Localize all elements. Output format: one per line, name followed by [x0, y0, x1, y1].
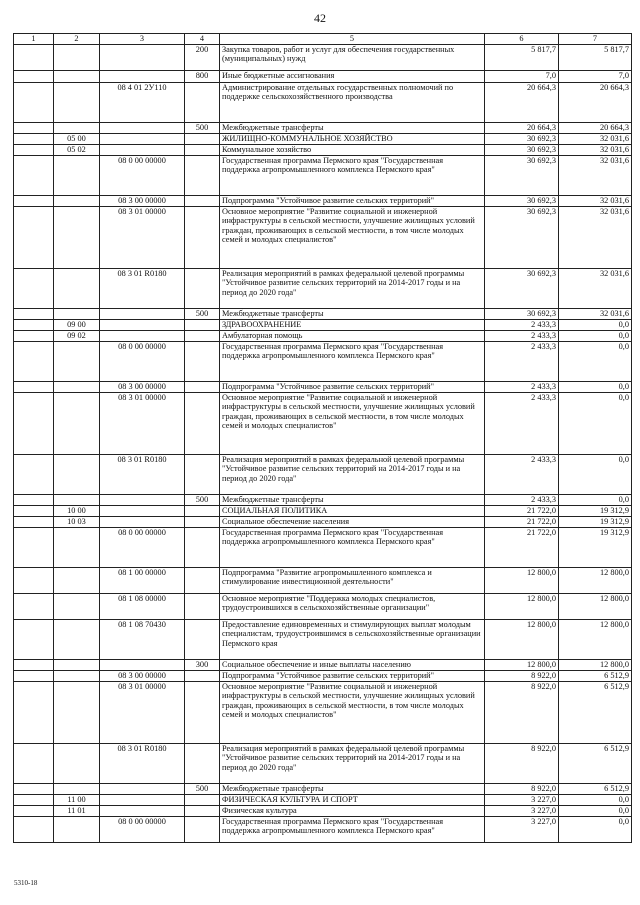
code-cell [14, 122, 54, 133]
table-row [14, 341, 632, 381]
code-cell [14, 268, 54, 308]
amount-2019-cell: 0,0 [559, 341, 632, 381]
amount-2018-cell: 30 692,3 [485, 195, 559, 206]
target-article-cell: 08 3 01 R0180 [100, 268, 185, 308]
target-article-cell [100, 805, 185, 816]
amount-2019-cell: 7,0 [559, 70, 632, 82]
section-cell [54, 619, 100, 659]
description-cell: Основное мероприятие "Развитие социальной и инженерной инфраструктуры в сельской местности, улучшение жилищных условий граждан, проживающих в сельской местности, в том числе молодых семей и молодых специалистов" [220, 392, 485, 454]
code-cell [14, 567, 54, 593]
expense-type-cell [185, 619, 220, 659]
table-row [14, 122, 632, 133]
target-article-cell [100, 44, 185, 70]
amount-2019-cell: 19 312,9 [559, 516, 632, 527]
section-cell [54, 816, 100, 842]
table-row [14, 670, 632, 681]
section-cell [54, 593, 100, 619]
code-cell [14, 805, 54, 816]
table-row [14, 70, 632, 82]
target-article-cell: 08 3 00 00000 [100, 670, 185, 681]
description-cell: Основное мероприятие "Развитие социальной и инженерной инфраструктуры в сельской местности, улучшение жилищных условий граждан, проживающих в сельской местности, в том числе молодых семей и молодых специалистов" [220, 681, 485, 743]
expense-type-cell [185, 144, 220, 155]
expense-type-cell [185, 330, 220, 341]
expense-type-cell [185, 670, 220, 681]
amount-2018-cell: 21 722,0 [485, 505, 559, 516]
table-row [14, 454, 632, 494]
target-article-cell: 08 0 00 00000 [100, 341, 185, 381]
expense-type-cell: 300 [185, 659, 220, 670]
table-row [14, 659, 632, 670]
expense-type-cell [185, 816, 220, 842]
expense-type-cell [185, 82, 220, 122]
table-row [14, 681, 632, 743]
table-row [14, 330, 632, 341]
target-article-cell: 08 3 01 R0180 [100, 454, 185, 494]
description-cell: Закупка товаров, работ и услуг для обеспечения государственных (муниципальных) нужд [220, 44, 485, 70]
amount-2018-cell: 30 692,3 [485, 133, 559, 144]
description-cell: ЗДРАВООХРАНЕНИЕ [220, 319, 485, 330]
amount-2018-cell: 20 664,3 [485, 122, 559, 133]
amount-2019-cell: 6 512,9 [559, 783, 632, 794]
code-cell [14, 144, 54, 155]
amount-2018-cell: 21 722,0 [485, 527, 559, 567]
amount-2018-cell: 21 722,0 [485, 516, 559, 527]
table-row [14, 816, 632, 842]
target-article-cell: 08 0 00 00000 [100, 155, 185, 195]
target-article-cell: 08 1 00 00000 [100, 567, 185, 593]
code-cell [14, 330, 54, 341]
amount-2019-cell: 0,0 [559, 381, 632, 392]
table-row [14, 82, 632, 122]
amount-2018-cell: 20 664,3 [485, 82, 559, 122]
expense-type-cell [185, 681, 220, 743]
amount-2018-cell: 3 227,0 [485, 794, 559, 805]
amount-2019-cell: 0,0 [559, 794, 632, 805]
table-row [14, 783, 632, 794]
table-row [14, 308, 632, 319]
amount-2018-cell: 2 433,3 [485, 381, 559, 392]
column-header: 5 [220, 34, 485, 45]
section-cell [54, 743, 100, 783]
expense-type-cell [185, 319, 220, 330]
amount-2019-cell: 12 800,0 [559, 567, 632, 593]
amount-2019-cell: 32 031,6 [559, 308, 632, 319]
table-row [14, 144, 632, 155]
description-cell: Межбюджетные трансферты [220, 122, 485, 133]
description-cell: Социальное обеспечение населения [220, 516, 485, 527]
amount-2018-cell: 2 433,3 [485, 494, 559, 505]
amount-2018-cell: 3 227,0 [485, 816, 559, 842]
section-cell: 05 02 [54, 144, 100, 155]
amount-2018-cell: 7,0 [485, 70, 559, 82]
description-cell: Межбюджетные трансферты [220, 308, 485, 319]
target-article-cell: 08 0 00 00000 [100, 527, 185, 567]
expense-type-cell [185, 195, 220, 206]
amount-2018-cell: 3 227,0 [485, 805, 559, 816]
target-article-cell: 08 3 01 00000 [100, 392, 185, 454]
description-cell: Подпрограмма "Устойчивое развитие сельских территорий" [220, 670, 485, 681]
description-cell: Государственная программа Пермского края "Государственная поддержка агропромышленного комплекса Пермского края" [220, 816, 485, 842]
expense-type-cell [185, 794, 220, 805]
code-cell [14, 494, 54, 505]
section-cell [54, 670, 100, 681]
expense-type-cell [185, 516, 220, 527]
target-article-cell [100, 122, 185, 133]
code-cell [14, 794, 54, 805]
description-cell: ФИЗИЧЕСКАЯ КУЛЬТУРА И СПОРТ [220, 794, 485, 805]
target-article-cell [100, 308, 185, 319]
description-cell: Физическая культура [220, 805, 485, 816]
description-cell: Основное мероприятие "Развитие социальной и инженерной инфраструктуры в сельской местности, улучшение жилищных условий граждан, проживающих в сельской местности, в том числе молодых семей и молодых специалистов" [220, 206, 485, 268]
target-article-cell: 08 1 08 00000 [100, 593, 185, 619]
description-cell: Коммунальное хозяйство [220, 144, 485, 155]
expense-type-cell: 500 [185, 494, 220, 505]
amount-2018-cell: 2 433,3 [485, 392, 559, 454]
section-cell: 09 02 [54, 330, 100, 341]
section-cell: 05 00 [54, 133, 100, 144]
expense-type-cell [185, 381, 220, 392]
amount-2018-cell: 12 800,0 [485, 593, 559, 619]
target-article-cell: 08 3 01 R0180 [100, 743, 185, 783]
target-article-cell: 08 4 01 2У110 [100, 82, 185, 122]
amount-2018-cell: 8 922,0 [485, 681, 559, 743]
amount-2018-cell: 30 692,3 [485, 144, 559, 155]
section-cell: 10 03 [54, 516, 100, 527]
amount-2018-cell: 8 922,0 [485, 743, 559, 783]
target-article-cell [100, 133, 185, 144]
column-header: 6 [485, 34, 559, 45]
amount-2019-cell: 0,0 [559, 805, 632, 816]
section-cell [54, 195, 100, 206]
description-cell: Реализация мероприятий в рамках федеральной целевой программы "Устойчивое развитие сельских территорий на 2014-2017 годы и на период до 2020 года" [220, 743, 485, 783]
expense-type-cell [185, 155, 220, 195]
expense-type-cell [185, 392, 220, 454]
expense-type-cell: 200 [185, 44, 220, 70]
expense-type-cell: 500 [185, 308, 220, 319]
amount-2019-cell: 0,0 [559, 392, 632, 454]
code-cell [14, 133, 54, 144]
code-cell [14, 454, 54, 494]
amount-2018-cell: 8 922,0 [485, 670, 559, 681]
amount-2019-cell: 19 312,9 [559, 505, 632, 516]
amount-2019-cell: 32 031,6 [559, 155, 632, 195]
section-cell [54, 681, 100, 743]
description-cell: Администрирование отдельных государственных полномочий по поддержке сельскохозяйственного производства [220, 82, 485, 122]
section-cell [54, 268, 100, 308]
code-cell [14, 308, 54, 319]
amount-2019-cell: 6 512,9 [559, 743, 632, 783]
amount-2019-cell: 0,0 [559, 494, 632, 505]
table-row [14, 195, 632, 206]
code-cell [14, 681, 54, 743]
code-cell [14, 816, 54, 842]
table-row [14, 44, 632, 70]
code-cell [14, 619, 54, 659]
budget-table [13, 33, 632, 843]
section-cell [54, 494, 100, 505]
code-cell [14, 70, 54, 82]
code-cell [14, 659, 54, 670]
description-cell: ЖИЛИЩНО-КОММУНАЛЬНОЕ ХОЗЯЙСТВО [220, 133, 485, 144]
amount-2019-cell: 12 800,0 [559, 593, 632, 619]
amount-2018-cell: 2 433,3 [485, 319, 559, 330]
amount-2019-cell: 32 031,6 [559, 268, 632, 308]
section-cell [54, 341, 100, 381]
amount-2019-cell: 19 312,9 [559, 527, 632, 567]
code-cell [14, 670, 54, 681]
amount-2019-cell: 32 031,6 [559, 144, 632, 155]
amount-2019-cell: 12 800,0 [559, 659, 632, 670]
section-cell [54, 82, 100, 122]
table-row [14, 794, 632, 805]
section-cell [54, 783, 100, 794]
target-article-cell: 08 3 01 00000 [100, 206, 185, 268]
target-article-cell: 08 3 00 00000 [100, 381, 185, 392]
code-cell [14, 505, 54, 516]
document-code: 5310-18 [14, 879, 38, 887]
target-article-cell: 08 1 08 70430 [100, 619, 185, 659]
amount-2019-cell: 0,0 [559, 330, 632, 341]
table-row [14, 567, 632, 593]
code-cell [14, 381, 54, 392]
description-cell: Основное мероприятие "Поддержка молодых специалистов, трудоустроившихся в сельскохозяйственные организации" [220, 593, 485, 619]
amount-2019-cell: 12 800,0 [559, 619, 632, 659]
column-header: 1 [14, 34, 54, 45]
expense-type-cell [185, 505, 220, 516]
target-article-cell [100, 70, 185, 82]
section-cell [54, 206, 100, 268]
target-article-cell [100, 783, 185, 794]
description-cell: Государственная программа Пермского края "Государственная поддержка агропромышленного комплекса Пермского края" [220, 155, 485, 195]
expense-type-cell [185, 805, 220, 816]
table-header-row [14, 34, 632, 45]
amount-2018-cell: 30 692,3 [485, 155, 559, 195]
expense-type-cell [185, 268, 220, 308]
table-row [14, 319, 632, 330]
section-cell [54, 659, 100, 670]
table-row [14, 381, 632, 392]
description-cell: Государственная программа Пермского края "Государственная поддержка агропромышленного комплекса Пермского края" [220, 341, 485, 381]
description-cell: Реализация мероприятий в рамках федеральной целевой программы "Устойчивое развитие сельских территорий на 2014-2017 годы и на период до 2020 года" [220, 454, 485, 494]
description-cell: Социальное обеспечение и иные выплаты населению [220, 659, 485, 670]
section-cell [54, 44, 100, 70]
target-article-cell [100, 794, 185, 805]
amount-2019-cell: 20 664,3 [559, 82, 632, 122]
column-header: 3 [100, 34, 185, 45]
expense-type-cell [185, 133, 220, 144]
amount-2019-cell: 0,0 [559, 816, 632, 842]
amount-2018-cell: 12 800,0 [485, 659, 559, 670]
target-article-cell [100, 319, 185, 330]
table-row [14, 155, 632, 195]
amount-2019-cell: 0,0 [559, 454, 632, 494]
description-cell: Амбулаторная помощь [220, 330, 485, 341]
description-cell: СОЦИАЛЬНАЯ ПОЛИТИКА [220, 505, 485, 516]
amount-2019-cell: 20 664,3 [559, 122, 632, 133]
code-cell [14, 206, 54, 268]
amount-2018-cell: 2 433,3 [485, 341, 559, 381]
section-cell: 09 00 [54, 319, 100, 330]
table-row [14, 527, 632, 567]
table-row [14, 268, 632, 308]
amount-2019-cell: 32 031,6 [559, 133, 632, 144]
table-row [14, 505, 632, 516]
amount-2019-cell: 6 512,9 [559, 681, 632, 743]
expense-type-cell [185, 743, 220, 783]
description-cell: Подпрограмма "Устойчивое развитие сельских территорий" [220, 381, 485, 392]
table-row [14, 619, 632, 659]
amount-2018-cell: 30 692,3 [485, 308, 559, 319]
code-cell [14, 44, 54, 70]
section-cell [54, 308, 100, 319]
expense-type-cell: 500 [185, 783, 220, 794]
code-cell [14, 195, 54, 206]
section-cell: 10 00 [54, 505, 100, 516]
section-cell [54, 567, 100, 593]
target-article-cell [100, 659, 185, 670]
code-cell [14, 155, 54, 195]
expense-type-cell: 800 [185, 70, 220, 82]
expense-type-cell: 500 [185, 122, 220, 133]
description-cell: Иные бюджетные ассигнования [220, 70, 485, 82]
section-cell [54, 70, 100, 82]
section-cell [54, 392, 100, 454]
table-row [14, 805, 632, 816]
target-article-cell [100, 330, 185, 341]
code-cell [14, 783, 54, 794]
description-cell: Подпрограмма "Развитие агропромышленного комплекса и стимулирование инвестиционной деятельности" [220, 567, 485, 593]
table-row [14, 133, 632, 144]
amount-2018-cell: 2 433,3 [485, 454, 559, 494]
amount-2018-cell: 30 692,3 [485, 206, 559, 268]
amount-2018-cell: 2 433,3 [485, 330, 559, 341]
section-cell [54, 381, 100, 392]
expense-type-cell [185, 593, 220, 619]
amount-2019-cell: 32 031,6 [559, 206, 632, 268]
target-article-cell [100, 505, 185, 516]
description-cell: Подпрограмма "Устойчивое развитие сельских территорий" [220, 195, 485, 206]
table-row [14, 516, 632, 527]
amount-2019-cell: 5 817,7 [559, 44, 632, 70]
target-article-cell: 08 3 00 00000 [100, 195, 185, 206]
target-article-cell [100, 494, 185, 505]
code-cell [14, 319, 54, 330]
section-cell [54, 155, 100, 195]
expense-type-cell [185, 206, 220, 268]
code-cell [14, 392, 54, 454]
column-header: 7 [559, 34, 632, 45]
expense-type-cell [185, 454, 220, 494]
target-article-cell: 08 3 01 00000 [100, 681, 185, 743]
amount-2019-cell: 6 512,9 [559, 670, 632, 681]
table-row [14, 743, 632, 783]
page-number: 42 [314, 11, 326, 25]
target-article-cell: 08 0 00 00000 [100, 816, 185, 842]
code-cell [14, 341, 54, 381]
code-cell [14, 743, 54, 783]
expense-type-cell [185, 341, 220, 381]
table-row [14, 494, 632, 505]
section-cell [54, 454, 100, 494]
table-row [14, 593, 632, 619]
table-row [14, 392, 632, 454]
code-cell [14, 527, 54, 567]
amount-2018-cell: 12 800,0 [485, 567, 559, 593]
expense-type-cell [185, 567, 220, 593]
amount-2018-cell: 12 800,0 [485, 619, 559, 659]
expense-type-cell [185, 527, 220, 567]
code-cell [14, 593, 54, 619]
code-cell [14, 516, 54, 527]
section-cell: 11 01 [54, 805, 100, 816]
description-cell: Реализация мероприятий в рамках федеральной целевой программы "Устойчивое развитие сельских территорий на 2014-2017 годы и на период до 2020 года" [220, 268, 485, 308]
section-cell: 11 00 [54, 794, 100, 805]
section-cell [54, 122, 100, 133]
section-cell [54, 527, 100, 567]
description-cell: Межбюджетные трансферты [220, 494, 485, 505]
amount-2019-cell: 0,0 [559, 319, 632, 330]
amount-2018-cell: 8 922,0 [485, 783, 559, 794]
target-article-cell [100, 516, 185, 527]
target-article-cell [100, 144, 185, 155]
column-header: 2 [54, 34, 100, 45]
amount-2019-cell: 32 031,6 [559, 195, 632, 206]
amount-2018-cell: 5 817,7 [485, 44, 559, 70]
description-cell: Межбюджетные трансферты [220, 783, 485, 794]
code-cell [14, 82, 54, 122]
description-cell: Государственная программа Пермского края "Государственная поддержка агропромышленного комплекса Пермского края" [220, 527, 485, 567]
table-row [14, 206, 632, 268]
description-cell: Предоставление единовременных и стимулирующих выплат молодым специалистам, трудоустроившимся в сельскохозяйственные организации Пермского края [220, 619, 485, 659]
amount-2018-cell: 30 692,3 [485, 268, 559, 308]
column-header: 4 [185, 34, 220, 45]
